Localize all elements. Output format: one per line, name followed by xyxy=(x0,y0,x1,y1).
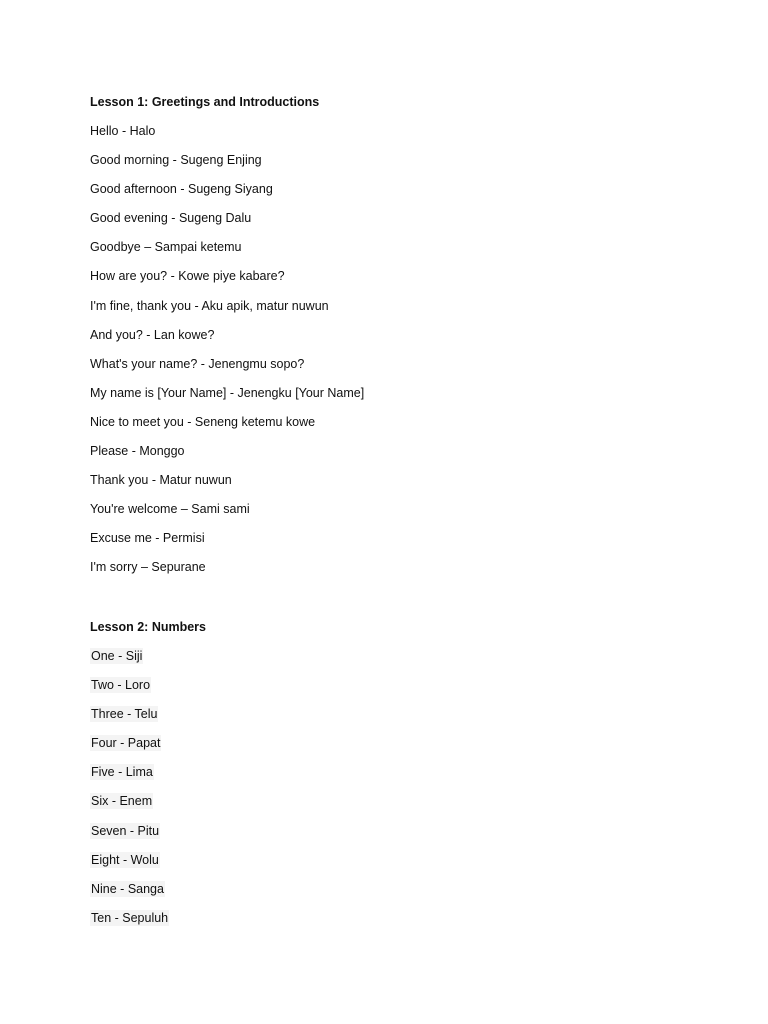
list-item: I'm fine, thank you - Aku apik, matur nuwun xyxy=(90,298,329,313)
list-item xyxy=(90,822,690,840)
list-item xyxy=(90,763,690,781)
list-item: My name is [Your Name] - Jenengku [Your Name] xyxy=(90,385,365,400)
list-item: Please - Monggo xyxy=(90,444,185,459)
list-item xyxy=(90,880,690,898)
list-item: Thank you - Matur nuwun xyxy=(90,473,232,488)
list-item-text: Seven - Pitu xyxy=(91,823,160,838)
lesson-greetings xyxy=(90,93,690,588)
list-item-text: Nine - Sanga xyxy=(91,881,164,896)
lesson-title: Lesson 2: Numbers xyxy=(90,620,207,634)
list-item-text: Ten - Sepuluh xyxy=(91,910,169,925)
list-item-text: Two - Loro xyxy=(91,678,151,693)
list-item xyxy=(90,734,690,752)
list-item: Good morning - Sugeng Enjing xyxy=(90,153,262,168)
list-item xyxy=(90,676,690,694)
list-item xyxy=(90,909,690,927)
phrase-list xyxy=(90,647,690,927)
list-item-text: Five - Lima xyxy=(91,765,153,780)
list-item xyxy=(90,851,690,869)
list-item-text: Eight - Wolu xyxy=(91,852,159,867)
lesson-numbers xyxy=(90,618,690,938)
list-item xyxy=(90,705,690,723)
list-item: How are you? - Kowe piye kabare? xyxy=(90,269,285,284)
lesson-title: Lesson 1: Greetings and Introductions xyxy=(90,95,320,109)
list-item: And you? - Lan kowe? xyxy=(90,327,215,342)
list-item: I'm sorry – Sepurane xyxy=(90,560,206,575)
list-item: Good evening - Sugeng Dalu xyxy=(90,211,252,226)
list-item: Goodbye – Sampai ketemu xyxy=(90,240,242,255)
phrase-list xyxy=(90,122,690,576)
list-item-text: One - Siji xyxy=(91,649,143,663)
list-item: Hello - Halo xyxy=(90,124,156,138)
list-item-text: Four - Papat xyxy=(91,736,161,751)
list-item: What's your name? - Jenengmu sopo? xyxy=(90,356,305,371)
list-item-text: Six - Enem xyxy=(91,794,153,809)
list-item: Good afternoon - Sugeng Siyang xyxy=(90,182,273,197)
list-item: You're welcome – Sami sami xyxy=(90,502,250,517)
list-item xyxy=(90,792,690,810)
list-item: Nice to meet you - Seneng ketemu kowe xyxy=(90,414,316,429)
list-item: Excuse me - Permisi xyxy=(90,531,205,546)
list-item-text: Three - Telu xyxy=(91,707,158,722)
list-item xyxy=(90,647,690,665)
